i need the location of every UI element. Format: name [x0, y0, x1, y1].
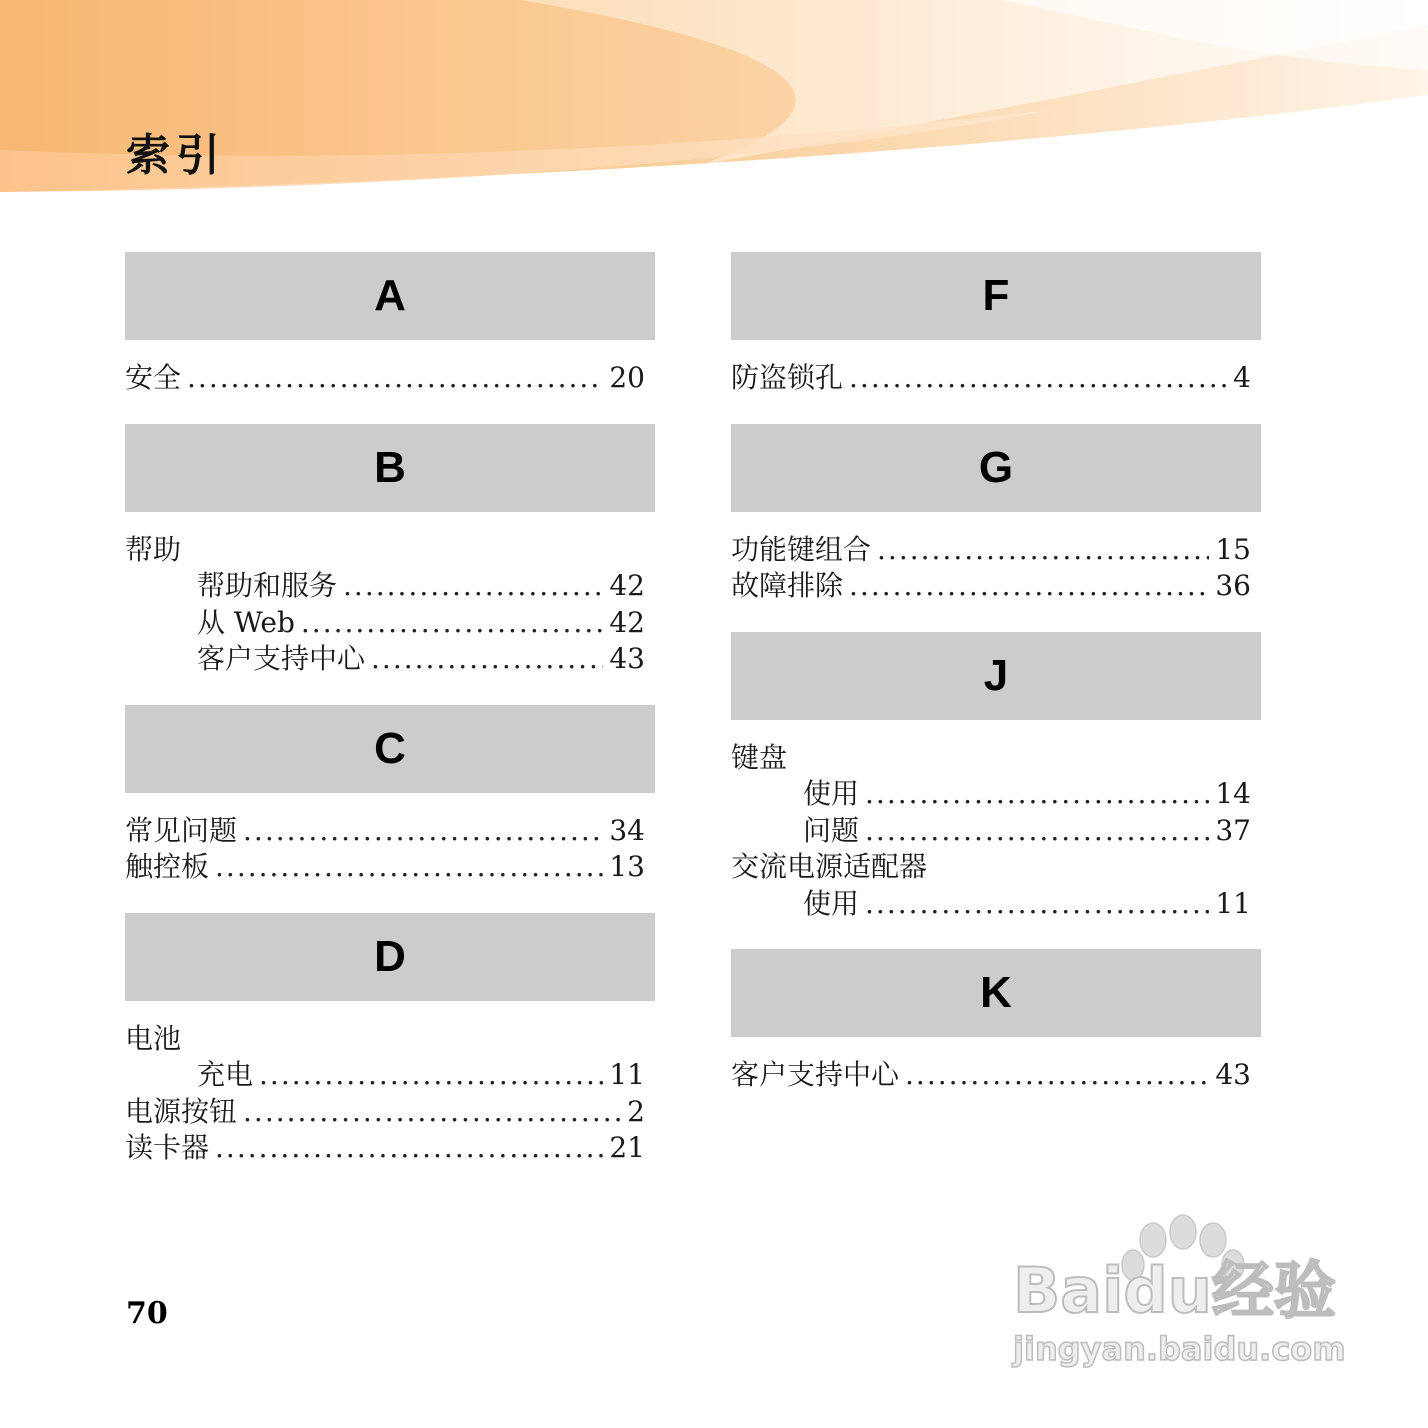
- section-letter-bar: C: [125, 705, 655, 793]
- index-entry: [731, 1057, 1261, 1094]
- baidu-watermark: [1005, 1210, 1350, 1375]
- index-page-ref: 21: [609, 1131, 645, 1164]
- section-letter-bar: F: [731, 252, 1261, 340]
- page-number: 70: [126, 1296, 168, 1331]
- index-term: 电池: [125, 1021, 182, 1055]
- index-page-ref: 42: [609, 569, 645, 602]
- dot-leader: [301, 605, 603, 642]
- index-section-b: [125, 424, 655, 678]
- index-subentry: [731, 776, 1261, 813]
- index-page-ref: 20: [609, 361, 645, 394]
- index-section-j: [731, 632, 1261, 923]
- index-page-ref: 42: [609, 605, 645, 639]
- index-term: 客户支持中心: [197, 642, 366, 675]
- index-page-ref: 13: [609, 850, 645, 883]
- index-entries: [125, 512, 655, 678]
- index-term: 常见问题: [125, 813, 238, 847]
- index-subentry: [125, 641, 655, 678]
- index-term: 触控板: [125, 850, 210, 883]
- index-term: 从 Web: [197, 605, 295, 639]
- index-term: 问题: [803, 813, 860, 847]
- dot-leader: [343, 568, 603, 605]
- dot-leader: [187, 360, 603, 397]
- section-letter-bar: K: [731, 949, 1261, 1037]
- dot-leader: [215, 849, 603, 886]
- index-entry: [731, 849, 1261, 886]
- section-letter-bar: J: [731, 632, 1261, 720]
- index-term: 帮助: [125, 532, 182, 566]
- index-term: 电源按钮: [125, 1094, 238, 1128]
- index-page-ref: 14: [1215, 777, 1251, 810]
- index-entry: [125, 1130, 655, 1167]
- index-term: 客户支持中心: [731, 1058, 900, 1091]
- index-column-left: [125, 252, 655, 1194]
- index-page-ref: 11: [1215, 886, 1251, 920]
- index-page-ref: 15: [1215, 532, 1251, 566]
- index-subentry: [125, 568, 655, 605]
- section-letter-bar: D: [125, 913, 655, 1001]
- index-entry: [125, 360, 655, 397]
- index-term: 故障排除: [731, 569, 844, 602]
- dot-leader: [259, 1057, 603, 1094]
- index-section-d: [125, 913, 655, 1167]
- index-term: 使用: [803, 886, 860, 920]
- index-section-a: [125, 252, 655, 397]
- index-entries: [125, 793, 655, 886]
- index-entry: [125, 532, 655, 569]
- section-letter-bar: A: [125, 252, 655, 340]
- index-page-ref: 34: [609, 813, 645, 847]
- index-entry: [731, 532, 1261, 569]
- index-page-ref: 43: [609, 642, 645, 675]
- index-entries: [125, 1001, 655, 1167]
- index-subentry: [731, 886, 1261, 923]
- index-entries: [125, 340, 655, 397]
- index-section-f: [731, 252, 1261, 397]
- dot-leader: [905, 1057, 1209, 1094]
- index-term: 读卡器: [125, 1131, 210, 1164]
- section-letter-bar: B: [125, 424, 655, 512]
- index-entry: [731, 568, 1261, 605]
- index-term: 使用: [803, 777, 860, 810]
- index-entries: [731, 720, 1261, 923]
- index-term: 键盘: [731, 740, 788, 774]
- index-entry: [125, 849, 655, 886]
- section-letter-bar: G: [731, 424, 1261, 512]
- index-term: 交流电源适配器: [731, 850, 928, 883]
- index-section-k: [731, 949, 1261, 1094]
- index-subentry: [125, 605, 655, 642]
- index-page-ref: 36: [1215, 569, 1251, 602]
- dot-leader: [215, 1130, 603, 1167]
- index-term: 防盗锁孔: [731, 361, 844, 394]
- dot-leader: [371, 641, 603, 678]
- page-title: 索引: [126, 130, 226, 181]
- watermark-url: jingyan.baidu.com: [1013, 1330, 1346, 1368]
- dot-leader: [243, 813, 603, 850]
- dot-leader: [877, 532, 1209, 569]
- index-entry: [731, 360, 1261, 397]
- index-page-ref: 11: [609, 1058, 645, 1091]
- dot-leader: [849, 360, 1227, 397]
- index-page-ref: 43: [1215, 1058, 1251, 1091]
- index-entry: [125, 1021, 655, 1058]
- index-term: 帮助和服务: [197, 569, 338, 602]
- index-subentry: [731, 813, 1261, 850]
- dot-leader: [865, 886, 1209, 923]
- index-section-c: [125, 705, 655, 886]
- index-term: 功能键组合: [731, 532, 872, 566]
- index-entries: [731, 1037, 1261, 1094]
- dot-leader: [865, 776, 1209, 813]
- index-entry: [125, 813, 655, 850]
- index-entry: [125, 1094, 655, 1131]
- index-section-g: [731, 424, 1261, 605]
- index-page-ref: 2: [627, 1094, 645, 1128]
- index-column-right: [731, 252, 1261, 1121]
- dot-leader: [849, 568, 1209, 605]
- index-term: 安全: [125, 361, 182, 394]
- index-entries: [731, 512, 1261, 605]
- index-entry: [731, 740, 1261, 777]
- index-page-ref: 4: [1233, 361, 1251, 394]
- dot-leader: [243, 1094, 621, 1131]
- index-page-ref: 37: [1215, 813, 1251, 847]
- index-entries: [731, 340, 1261, 397]
- watermark-brand: Baidu经验: [1013, 1254, 1336, 1327]
- index-subentry: [125, 1057, 655, 1094]
- index-term: 充电: [197, 1058, 254, 1091]
- dot-leader: [865, 813, 1209, 850]
